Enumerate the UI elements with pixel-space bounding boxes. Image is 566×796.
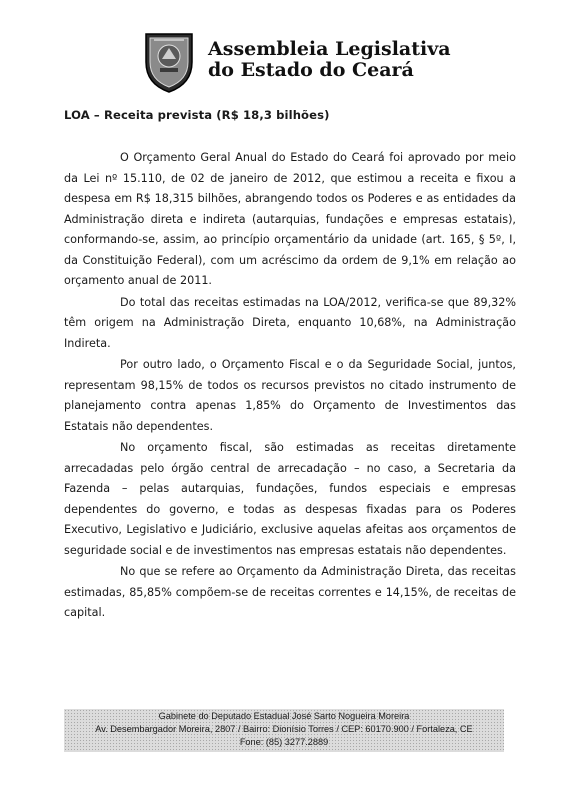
org-name-line1: Assembleia Legislativa xyxy=(208,38,451,60)
paragraph: Do total das receitas estimadas na LOA/2012, verifica-se que 89,32% têm origem na Administração Direta, enquanto 10,68%, na Administração Indireta. xyxy=(64,295,516,350)
paragraph: No que se refere ao Orçamento da Administração Direta, das receitas estimadas, 85,85% compõem-se de receitas correntes e 14,15%, de receitas de capital. xyxy=(64,565,516,619)
footer-contact-block xyxy=(64,709,504,752)
org-name-line2: do Estado do Ceará xyxy=(208,59,414,81)
letterhead xyxy=(140,26,451,94)
paragraph: No orçamento fiscal, são estimadas as receitas diretamente arrecadadas pelo órgão central de arrecadação – no caso, a Secretaria da Fazenda – pelas autarquias, fundações, fundos especiais e empresas dependentes do governo, e todas as despesas fixadas para os Poderes Executivo, Legislativo e Judiciário, exclusive aquelas afeitas aos orçamentos de seguridade social e de investimentos nas empresas estatais não dependentes. xyxy=(64,441,516,557)
footer-address: Av. Desembargador Moreira, 2807 / Bairro: Dionísio Torres / CEP: 60170.900 / Fortaleza, CE xyxy=(95,724,473,734)
footer-phone: Fone: (85) 3277.2889 xyxy=(239,737,329,747)
paragraph: O Orçamento Geral Anual do Estado do Ceará foi aprovado por meio da Lei nº 15.110, de 02 de janeiro de 2012, que estimou a receita e fixou a despesa em R$ 18,315 bilhões, abrangendo todos os Poderes e as entidades da Administração direta e indireta (autarquias, fundações e empresas estatais), conformando-se, assim, ao princípio orçamentário da unidade (art. 165, § 5º, I, da Constituição Federal), com um acréscimo da ordem de 9,1% em relação ao orçamento anual de 2011. xyxy=(64,151,516,287)
document-body xyxy=(64,148,516,625)
state-coat-of-arms-icon xyxy=(140,26,198,94)
section-title: LOA – Receita prevista (R$ 18,3 bilhões) xyxy=(64,108,330,122)
footer-office-name: Gabinete do Deputado Estadual José Sarto Nogueira Moreira xyxy=(158,711,410,721)
paragraph: Por outro lado, o Orçamento Fiscal e o da Seguridade Social, juntos, representam 98,15% de todos os recursos previstos no citado instrumento de planejamento contra apenas 1,85% do Orçamento de Investimentos das Estatais não dependentes. xyxy=(64,358,516,433)
